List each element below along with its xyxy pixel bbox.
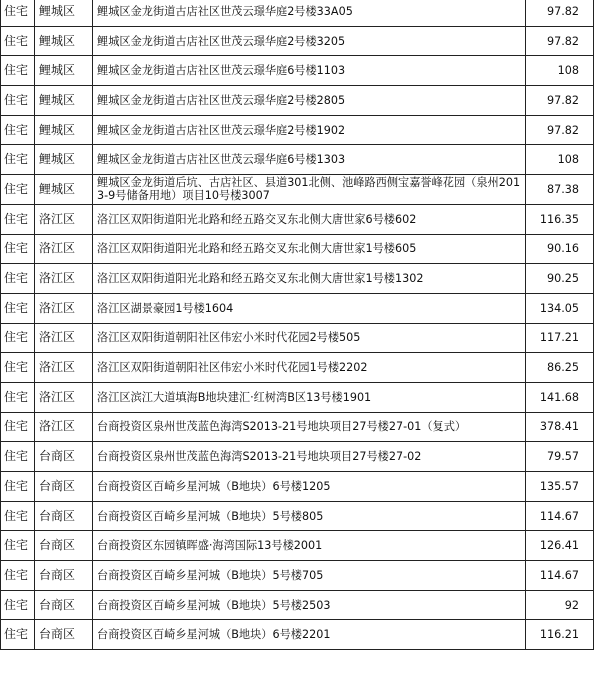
property-type-cell: 住宅 <box>1 590 35 620</box>
table-row <box>1 590 594 620</box>
table-row <box>1 442 594 472</box>
district-cell: 鲤城区 <box>35 86 93 116</box>
area-cell: 116.21 <box>526 620 594 650</box>
area-cell: 114.67 <box>526 561 594 591</box>
district-cell: 洛江区 <box>35 323 93 353</box>
area-cell: 90.25 <box>526 264 594 294</box>
district-cell: 鲤城区 <box>35 56 93 86</box>
district-cell: 洛江区 <box>35 264 93 294</box>
property-type-cell: 住宅 <box>1 323 35 353</box>
property-type-cell: 住宅 <box>1 86 35 116</box>
area-cell: 97.82 <box>526 86 594 116</box>
area-cell: 134.05 <box>526 293 594 323</box>
property-type-cell: 住宅 <box>1 412 35 442</box>
address-cell: 鲤城区金龙街道古店社区世茂云璟华庭2号楼33A05 <box>93 0 526 26</box>
area-cell: 141.68 <box>526 382 594 412</box>
address-cell: 洛江区双阳街道阳光北路和经五路交叉东北侧大唐世家6号楼602 <box>93 204 526 234</box>
area-cell: 86.25 <box>526 353 594 383</box>
district-cell: 鲤城区 <box>35 26 93 56</box>
table-row <box>1 353 594 383</box>
address-cell: 鲤城区金龙街道古店社区世茂云璟华庭2号楼3205 <box>93 26 526 56</box>
table-row <box>1 0 594 26</box>
area-cell: 108 <box>526 56 594 86</box>
property-type-cell: 住宅 <box>1 382 35 412</box>
area-cell: 108 <box>526 145 594 175</box>
area-cell: 87.38 <box>526 175 594 205</box>
property-type-cell: 住宅 <box>1 442 35 472</box>
property-type-cell: 住宅 <box>1 175 35 205</box>
address-cell: 洛江区湖景豪园1号楼1604 <box>93 293 526 323</box>
property-type-cell: 住宅 <box>1 561 35 591</box>
address-cell: 台商投资区百崎乡星河城（B地块）6号楼1205 <box>93 472 526 502</box>
district-cell: 台商区 <box>35 590 93 620</box>
table-row <box>1 382 594 412</box>
area-cell: 378.41 <box>526 412 594 442</box>
table-row <box>1 531 594 561</box>
district-cell: 洛江区 <box>35 353 93 383</box>
property-table-body <box>1 0 594 650</box>
property-type-cell: 住宅 <box>1 293 35 323</box>
table-row <box>1 323 594 353</box>
district-cell: 台商区 <box>35 561 93 591</box>
table-row <box>1 501 594 531</box>
district-cell: 洛江区 <box>35 382 93 412</box>
district-cell: 洛江区 <box>35 234 93 264</box>
district-cell: 鲤城区 <box>35 115 93 145</box>
address-cell: 鲤城区金龙街道古店社区世茂云璟华庭6号楼1303 <box>93 145 526 175</box>
address-cell: 鲤城区金龙街道古店社区世茂云璟华庭2号楼2805 <box>93 86 526 116</box>
property-type-cell: 住宅 <box>1 145 35 175</box>
area-cell: 92 <box>526 590 594 620</box>
table-row <box>1 620 594 650</box>
address-cell: 洛江区双阳街道阳光北路和经五路交叉东北侧大唐世家1号楼1302 <box>93 264 526 294</box>
district-cell: 鲤城区 <box>35 145 93 175</box>
table-row <box>1 175 594 205</box>
address-cell: 洛江区滨江大道填海B地块建汇·红树湾B区13号楼1901 <box>93 382 526 412</box>
district-cell: 台商区 <box>35 620 93 650</box>
table-row <box>1 412 594 442</box>
property-type-cell: 住宅 <box>1 204 35 234</box>
table-row <box>1 115 594 145</box>
table-row <box>1 472 594 502</box>
area-cell: 117.21 <box>526 323 594 353</box>
address-cell: 洛江区双阳街道朝阳社区伟宏小米时代花园1号楼2202 <box>93 353 526 383</box>
district-cell: 鲤城区 <box>35 0 93 26</box>
district-cell: 台商区 <box>35 442 93 472</box>
property-type-cell: 住宅 <box>1 472 35 502</box>
district-cell: 洛江区 <box>35 412 93 442</box>
property-type-cell: 住宅 <box>1 353 35 383</box>
property-type-cell: 住宅 <box>1 26 35 56</box>
district-cell: 台商区 <box>35 472 93 502</box>
area-cell: 126.41 <box>526 531 594 561</box>
address-cell: 台商投资区东园镇晖盛·海湾国际13号楼2001 <box>93 531 526 561</box>
table-row <box>1 293 594 323</box>
table-row <box>1 561 594 591</box>
address-cell: 鲤城区金龙街道后坑、古店社区、县道301北侧、池峰路西侧宝嘉誉峰花园（泉州2013-9号储备用地）项目10号楼3007 <box>93 175 526 205</box>
address-cell: 台商投资区百崎乡星河城（B地块）5号楼805 <box>93 501 526 531</box>
area-cell: 114.67 <box>526 501 594 531</box>
table-row <box>1 145 594 175</box>
property-type-cell: 住宅 <box>1 264 35 294</box>
property-type-cell: 住宅 <box>1 115 35 145</box>
table-row <box>1 234 594 264</box>
address-cell: 洛江区双阳街道阳光北路和经五路交叉东北侧大唐世家1号楼605 <box>93 234 526 264</box>
address-cell: 台商投资区百崎乡星河城（B地块）5号楼2503 <box>93 590 526 620</box>
district-cell: 台商区 <box>35 501 93 531</box>
property-type-cell: 住宅 <box>1 0 35 26</box>
table-row <box>1 86 594 116</box>
address-cell: 鲤城区金龙街道古店社区世茂云璟华庭2号楼1902 <box>93 115 526 145</box>
area-cell: 79.57 <box>526 442 594 472</box>
district-cell: 洛江区 <box>35 204 93 234</box>
table-row <box>1 264 594 294</box>
area-cell: 97.82 <box>526 0 594 26</box>
area-cell: 97.82 <box>526 26 594 56</box>
district-cell: 洛江区 <box>35 293 93 323</box>
district-cell: 台商区 <box>35 531 93 561</box>
table-row <box>1 204 594 234</box>
property-type-cell: 住宅 <box>1 234 35 264</box>
area-cell: 90.16 <box>526 234 594 264</box>
address-cell: 台商投资区百崎乡星河城（B地块）6号楼2201 <box>93 620 526 650</box>
table-row <box>1 56 594 86</box>
address-cell: 台商投资区百崎乡星河城（B地块）5号楼705 <box>93 561 526 591</box>
property-type-cell: 住宅 <box>1 620 35 650</box>
table-row <box>1 26 594 56</box>
address-cell: 洛江区双阳街道朝阳社区伟宏小米时代花园2号楼505 <box>93 323 526 353</box>
address-cell: 台商投资区泉州世茂蓝色海湾S2013-21号地块项目27号楼27-01（复式） <box>93 412 526 442</box>
property-type-cell: 住宅 <box>1 531 35 561</box>
property-type-cell: 住宅 <box>1 56 35 86</box>
district-cell: 鲤城区 <box>35 175 93 205</box>
area-cell: 97.82 <box>526 115 594 145</box>
address-cell: 台商投资区泉州世茂蓝色海湾S2013-21号地块项目27号楼27-02 <box>93 442 526 472</box>
area-cell: 116.35 <box>526 204 594 234</box>
address-cell: 鲤城区金龙街道古店社区世茂云璟华庭6号楼1103 <box>93 56 526 86</box>
area-cell: 135.57 <box>526 472 594 502</box>
property-type-cell: 住宅 <box>1 501 35 531</box>
